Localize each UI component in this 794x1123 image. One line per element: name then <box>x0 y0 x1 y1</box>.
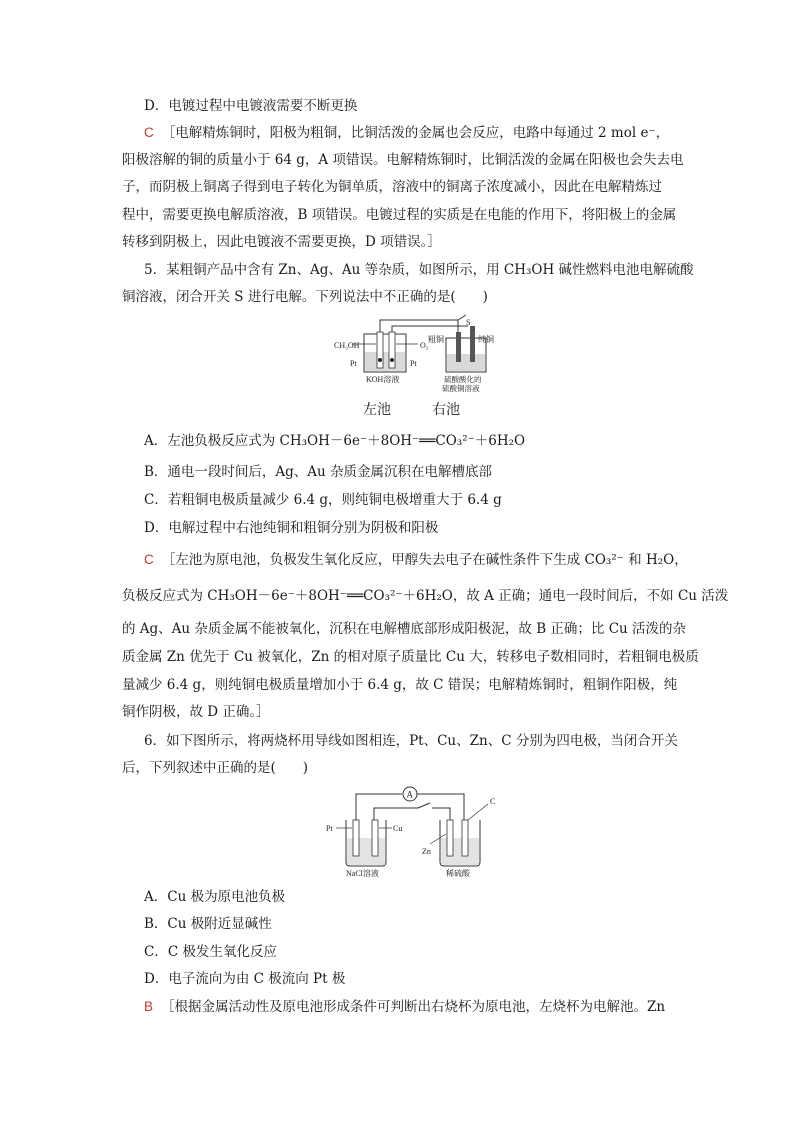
answer-letter: C <box>144 552 154 567</box>
svg-text:C: C <box>490 797 496 806</box>
answer-4-line-4: 程中，需要更换电解质溶液，B 项错误。电镀过程的实质是在电能的作用下，将阳极上的金属 <box>122 207 677 223</box>
answer-5-line-4: 质金属 Zn 优先于 Cu 被氧化，Zn 的相对原子质量比 Cu 大，转移电子数相同时，若粗铜电极质 <box>122 649 699 665</box>
svg-text:硫酸酸化的: 硫酸酸化的 <box>444 375 482 384</box>
answer-4-line-1: C ［电解精炼铜时，阳极为粗铜，比铜活泼的金属也会反应，电路中每通过 2 mol e⁻， <box>144 125 670 141</box>
answer-4-line-2: 阳极溶解的铜的质量小于 64 g，A 项错误。电解精炼铜时，比铜活泼的金属在阳极也会失去电 <box>122 152 684 168</box>
svg-text:粗铜: 粗铜 <box>428 335 444 344</box>
electrolysis-figure-2 <box>322 786 502 878</box>
svg-text:Zn: Zn <box>422 847 431 856</box>
question-5-line-2: 铜溶液，闭合开关 S 进行电解。下列说法中不正确的是( ) <box>122 289 488 305</box>
answer-letter: C <box>144 125 154 140</box>
answer-5-line-2: 负极反应式为 CH₃OH－6e⁻＋8OH⁻══CO₃²⁻＋6H₂O，故 A 正确；通电一段时间后，不如 Cu 活泼 <box>122 588 729 604</box>
caption-left-cell: 左池 <box>363 402 391 418</box>
q6-option-d: D．电子流向为由 C 极流向 Pt 极 <box>144 971 346 987</box>
svg-text:CH₃OH: CH₃OH <box>334 341 360 350</box>
q5-option-d: D．电解过程中右池纯铜和粗铜分别为阴极和阳极 <box>144 520 439 536</box>
answer-letter: B <box>144 999 154 1014</box>
q6-option-c: C．C 极发生氧化反应 <box>144 944 277 960</box>
answer-5-line-6: 铜作阴极，故 D 正确。］ <box>122 704 270 720</box>
q6-option-a: A．Cu 极为原电池负极 <box>144 889 286 905</box>
svg-text:KOH溶液: KOH溶液 <box>366 375 400 384</box>
svg-text:Pt: Pt <box>350 359 357 368</box>
answer-4-line-3: 子，而阴极上铜离子得到电子转化为铜单质，溶液中的铜离子浓度减小，因此在电解精炼过 <box>122 179 662 195</box>
svg-text:纯铜: 纯铜 <box>478 335 494 344</box>
q6-option-b: B．Cu 极附近显碱性 <box>144 916 272 932</box>
svg-text:硫酸铜溶液: 硫酸铜溶液 <box>442 384 480 393</box>
answer-5-line-1: C ［左池为原电池，负极发生氧化反应，甲醇失去电子在碱性条件下生成 CO₃²⁻ 和 H₂O， <box>144 552 688 568</box>
ammeter-label: A <box>406 789 413 800</box>
q5-option-b: B．通电一段时间后，Ag、Au 杂质金属沉积在电解槽底部 <box>144 464 493 480</box>
answer-6-line-1: B ［根据金属活动性及原电池形成条件可判断出右烧杯为原电池，左烧杯为电解池。Zn <box>144 999 666 1015</box>
question-6-line-2: 后，下列叙述中正确的是( ) <box>122 760 309 776</box>
svg-text:Pt: Pt <box>410 359 417 368</box>
electrolysis-figure-1 <box>330 314 500 394</box>
answer-5-line-3: 的 Ag、Au 杂质金属不能被氧化，沉积在电解槽底部形成阳极泥，故 B 正确；比 Cu 活泼的杂 <box>122 621 687 637</box>
q4-option-d: D．电镀过程中电镀液需要不断更换 <box>144 98 358 114</box>
answer-5-line-5: 量减少 6.4 g，则纯铜电极质量增加小于 6.4 g，故 C 错误；电解精炼铜时，粗铜作阳极，纯 <box>122 677 678 693</box>
switch-label: S <box>466 318 471 327</box>
q5-option-a: A．左池负极反应式为 CH₃OH－6e⁻＋8OH⁻══CO₃²⁻＋6H₂O <box>144 433 526 449</box>
caption-right-cell: 右池 <box>432 402 460 418</box>
answer-4-line-5: 转移到阴极上，因此电镀液不需要更换，D 项错误。］ <box>122 234 441 250</box>
q5-option-c: C．若粗铜电极质量减少 6.4 g，则纯铜电极增重大于 6.4 g <box>144 492 502 508</box>
svg-text:Pt: Pt <box>326 824 333 833</box>
svg-text:稀硫酸: 稀硫酸 <box>446 869 470 878</box>
question-6-line-1: 6．如下图所示，将两烧杯用导线如图相连，Pt、Cu、Zn、C 分别为四电极，当闭合开关 <box>144 733 678 749</box>
question-5-line-1: 5．某粗铜产品中含有 Zn、Ag、Au 等杂质，如图所示，用 CH₃OH 碱性燃料电池电解硫酸 <box>144 262 694 278</box>
svg-text:Cu: Cu <box>393 824 403 833</box>
svg-text:NaCl溶液: NaCl溶液 <box>346 869 379 878</box>
svg-text:O₂: O₂ <box>420 341 429 350</box>
